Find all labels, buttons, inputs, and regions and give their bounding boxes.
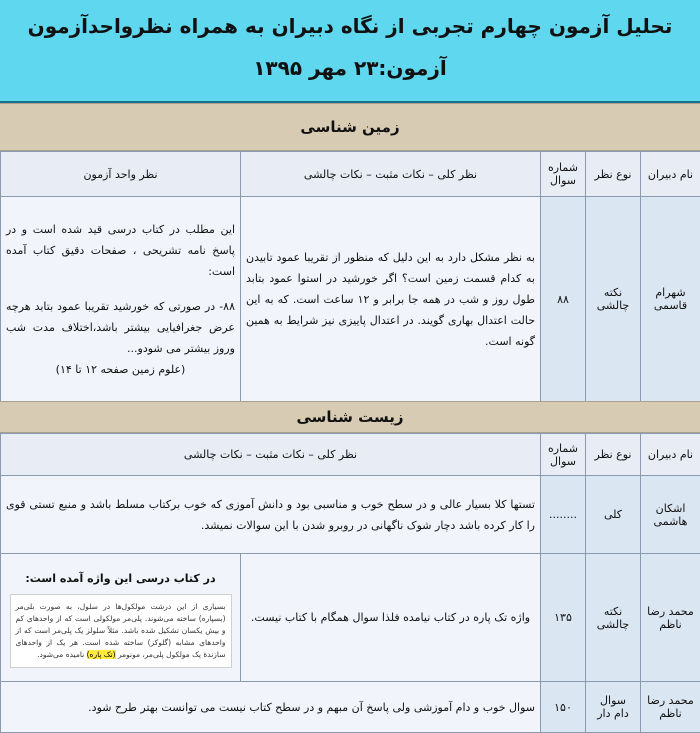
question-number: ۱۵۰ — [541, 682, 586, 733]
comment-type: نکته چالشی — [586, 554, 641, 682]
col-general-comment: نظر کلی – نکات مثبت – نکات چالشی — [1, 434, 541, 476]
exam-unit-response — [1, 197, 241, 402]
excerpt-tail: نامیده می‌شود. — [37, 650, 84, 659]
table-row — [1, 197, 700, 402]
highlighted-term: (تک پاره) — [87, 650, 116, 659]
col-teacher-name: نام دبیران — [641, 434, 700, 476]
col-general-comment: نظر کلی – نکات مثبت – نکات چالشی — [241, 152, 541, 197]
comment-type: نکته چالشی — [586, 197, 641, 402]
teacher-name: محمد رضا ناظم — [641, 682, 700, 733]
document-header — [0, 0, 700, 103]
col-question-number: شماره سوال — [541, 434, 586, 476]
teacher-name: اشکان هاشمی — [641, 476, 700, 554]
question-number: ۸۸ — [541, 197, 586, 402]
response-paragraph: این مطلب در کتاب درسی قید شده است و در پاسخ نامه تشریحی ، صفحات دقیق کتاب آمده است: — [6, 219, 235, 282]
teacher-comment: واژه تک پاره در کتاب نیامده فلذا سوال همگام با کتاب نیست. — [241, 554, 541, 682]
col-question-number: شماره سوال — [541, 152, 586, 197]
col-comment-type: نوع نظر — [586, 152, 641, 197]
teacher-comment: تستها کلا بسیار عالی و در سطح خوب و مناسبی بود و دانش آموزی که خوب برکتاب مسلط باشد و منبع تستی قوی را کار کرده باشد دچار شوک ناگهانی در روبرو شدن با این سوالات نمیشد. — [1, 476, 541, 554]
section-header-biology: زیست شناسی — [0, 401, 700, 433]
comment-type: سوال دام دار — [586, 682, 641, 733]
question-number: ........ — [541, 476, 586, 554]
table-row — [1, 554, 700, 682]
col-comment-type: نوع نظر — [586, 434, 641, 476]
exam-unit-response — [1, 554, 241, 682]
book-reference: (علوم زمین صفحه ۱۲ تا ۱۴) — [6, 359, 235, 380]
col-exam-unit-view: نظر واحد آزمون — [1, 152, 241, 197]
teacher-comment: به نظر مشکل دارد به این دلیل که منظور از تقریبا عمود تابیدن به کدام قسمت زمین است؟ اگر خورشید در استوا عمود بتابد طول روز و شب در همه جا برابر و ۱۲ ساعت است. که به این حالت اعتدال بهاری گویند. در اعتدال پاییزی نیز شرایط به همین گونه است. — [241, 197, 541, 402]
textbook-note-title: در کتاب درسی این واژه آمده است: — [6, 568, 235, 589]
teacher-name: شهرام قاسمی — [641, 197, 700, 402]
excerpt-text: بسیاری از این درشت مولکول‌ها در سلول، به صورت بلی‌مر (بسپاره) ساخته می‌شوند. پلی‌مر مولکولی است که از واحدهای کم و بیش یکسان تشکیل شده باشد. مثلاً سلولز یک پلی‌مر است که از واحدهای مشابه (گلوکز) ساخته شده است. هر یک از واحدهای سازندهٔ یک مولکول پلی‌مر، مونومر — [16, 602, 226, 659]
table-row — [1, 682, 700, 733]
exam-date: آزمون:۲۳ مهر ۱۳۹۵ — [0, 56, 700, 80]
textbook-excerpt-image — [10, 594, 232, 668]
biology-header-row — [1, 434, 700, 476]
section-header-geology: زمین شناسی — [0, 103, 700, 151]
comment-type: کلی — [586, 476, 641, 554]
col-teacher-name: نام دبیران — [641, 152, 700, 197]
question-number: ۱۳۵ — [541, 554, 586, 682]
geology-header-row — [1, 152, 700, 197]
response-paragraph: ۸۸- در صورتی که خورشید تقریبا عمود بتابد هرچه عرض جغرافیایی بیشتر باشد،اختلاف مدت شب وروز بیشتر می شودو... — [6, 296, 235, 359]
table-row — [1, 476, 700, 554]
geology-table — [0, 151, 700, 402]
teacher-name: محمد رضا ناظم — [641, 554, 700, 682]
document-title: تحلیل آزمون چهارم تجربی از نگاه دبیران به همراه نظرواحدآزمون — [0, 14, 700, 38]
biology-table — [0, 433, 700, 733]
teacher-comment: سوال خوب و دام آموزشی ولی پاسخ آن مبهم و در سطح کتاب نیست می توانست بهتر طرح شود. — [1, 682, 541, 733]
